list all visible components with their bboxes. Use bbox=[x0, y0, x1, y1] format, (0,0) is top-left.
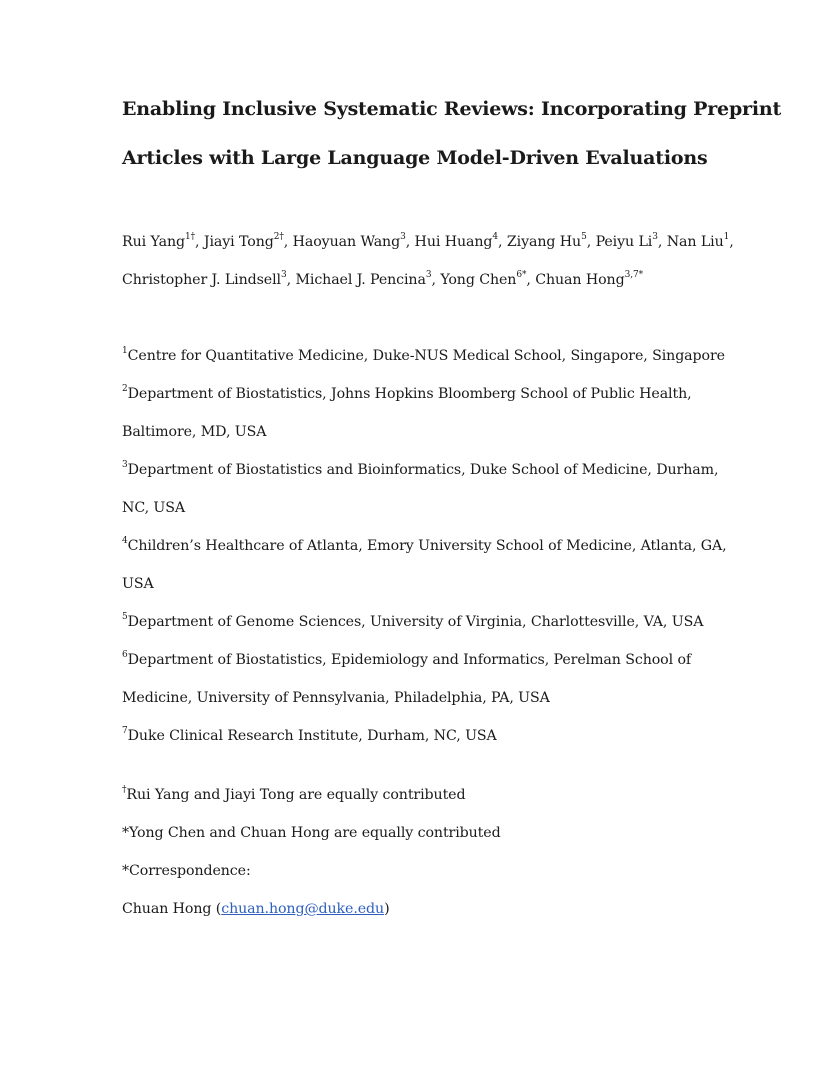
author-separator: , bbox=[431, 272, 441, 288]
affiliation-2 bbox=[122, 384, 692, 404]
author-separator: , bbox=[729, 234, 734, 250]
author-list-line-1 bbox=[122, 232, 734, 252]
affiliation-6-continued: Medicine, University of Pennsylvania, Philadelphia, PA, USA bbox=[122, 690, 550, 706]
correspondence-contact bbox=[122, 899, 390, 919]
correspondence-label: *Correspondence: bbox=[122, 863, 251, 879]
affiliation-4 bbox=[122, 536, 727, 556]
author-affiliation-mark: 3 bbox=[400, 232, 406, 243]
affiliation-5 bbox=[122, 612, 703, 632]
affiliation-7 bbox=[122, 726, 497, 746]
equal-contribution-note-1 bbox=[122, 785, 465, 805]
affiliation-text: Department of Biostatistics and Bioinformatics, Duke School of Medicine, Durham, bbox=[127, 462, 719, 478]
affiliation-3-continued: NC, USA bbox=[122, 500, 186, 516]
affiliation-text: Centre for Quantitative Medicine, Duke-NUS Medical School, Singapore, Singapore bbox=[127, 348, 725, 364]
author-name: Christopher J. Lindsell bbox=[122, 272, 281, 288]
author-separator: , bbox=[405, 234, 415, 250]
paper-title-line-1: Enabling Inclusive Systematic Reviews: Incorporating Preprint bbox=[122, 98, 782, 120]
affiliation-1 bbox=[122, 346, 725, 366]
author-name: Haoyuan Wang bbox=[292, 234, 401, 250]
author-affiliation-mark: 3 bbox=[652, 232, 658, 243]
author-separator: , bbox=[283, 234, 293, 250]
author-separator: , bbox=[195, 234, 204, 250]
note-text: Rui Yang and Jiayi Tong are equally contributed bbox=[126, 787, 466, 803]
affiliation-6 bbox=[122, 650, 691, 670]
author-affiliation-mark: 3 bbox=[425, 270, 432, 281]
author-affiliation-mark: 5 bbox=[581, 232, 587, 243]
author-affiliation-mark: 4 bbox=[492, 232, 499, 243]
author-separator: , bbox=[526, 272, 536, 288]
affiliation-text: Children’s Healthcare of Atlanta, Emory University School of Medicine, Atlanta, GA, bbox=[127, 538, 727, 554]
equal-contribution-note-2: *Yong Chen and Chuan Hong are equally contributed bbox=[122, 825, 501, 841]
author-affiliation-mark: 3 bbox=[280, 270, 287, 281]
affiliation-number: 2 bbox=[122, 384, 128, 395]
affiliation-text: Department of Biostatistics, Epidemiology and Informatics, Perelman School of bbox=[127, 652, 692, 668]
contact-email-link[interactable]: chuan.hong@duke.edu bbox=[221, 901, 385, 917]
contact-close-paren: ) bbox=[384, 901, 390, 917]
author-affiliation-mark: 1 bbox=[723, 232, 730, 243]
author-name: Ziyang Hu bbox=[506, 234, 582, 250]
paper-title-line-2: Articles with Large Language Model-Driven Evaluations bbox=[122, 147, 708, 169]
affiliation-text: Department of Genome Sciences, University of Virginia, Charlottesville, VA, USA bbox=[127, 614, 704, 630]
author-name: Jiayi Tong bbox=[203, 234, 274, 250]
author-name: Hui Huang bbox=[414, 234, 493, 250]
affiliation-2-continued: Baltimore, MD, USA bbox=[122, 424, 267, 440]
affiliation-number: 6 bbox=[122, 650, 128, 661]
author-separator: , bbox=[657, 234, 667, 250]
affiliation-number: 3 bbox=[122, 460, 128, 471]
affiliation-number: 1 bbox=[122, 346, 128, 357]
author-affiliation-mark: 1† bbox=[185, 232, 196, 243]
author-name: Peiyu Li bbox=[595, 234, 653, 250]
author-name: Michael J. Pencina bbox=[295, 272, 426, 288]
affiliation-number: 5 bbox=[122, 612, 128, 623]
author-separator: , bbox=[498, 234, 507, 250]
affiliation-3 bbox=[122, 460, 718, 480]
author-name: Rui Yang bbox=[122, 234, 186, 250]
affiliation-text: Department of Biostatistics, Johns Hopkins Bloomberg School of Public Health, bbox=[127, 386, 692, 402]
author-list-line-2 bbox=[122, 270, 643, 290]
author-separator: , bbox=[286, 272, 296, 288]
author-affiliation-mark: 3,7* bbox=[624, 270, 643, 281]
author-name: Nan Liu bbox=[666, 234, 724, 250]
author-separator: , bbox=[586, 234, 596, 250]
author-name: Chuan Hong bbox=[535, 272, 625, 288]
author-affiliation-mark: 2† bbox=[273, 232, 284, 243]
author-name: Yong Chen bbox=[440, 272, 517, 288]
dagger-mark: † bbox=[122, 785, 127, 796]
contact-name: Chuan Hong ( bbox=[122, 901, 222, 917]
affiliation-number: 7 bbox=[122, 726, 128, 737]
affiliation-4-continued: USA bbox=[122, 576, 154, 592]
affiliation-text: Duke Clinical Research Institute, Durham, NC, USA bbox=[127, 728, 497, 744]
author-affiliation-mark: 6* bbox=[516, 270, 527, 281]
affiliation-number: 4 bbox=[122, 536, 128, 547]
